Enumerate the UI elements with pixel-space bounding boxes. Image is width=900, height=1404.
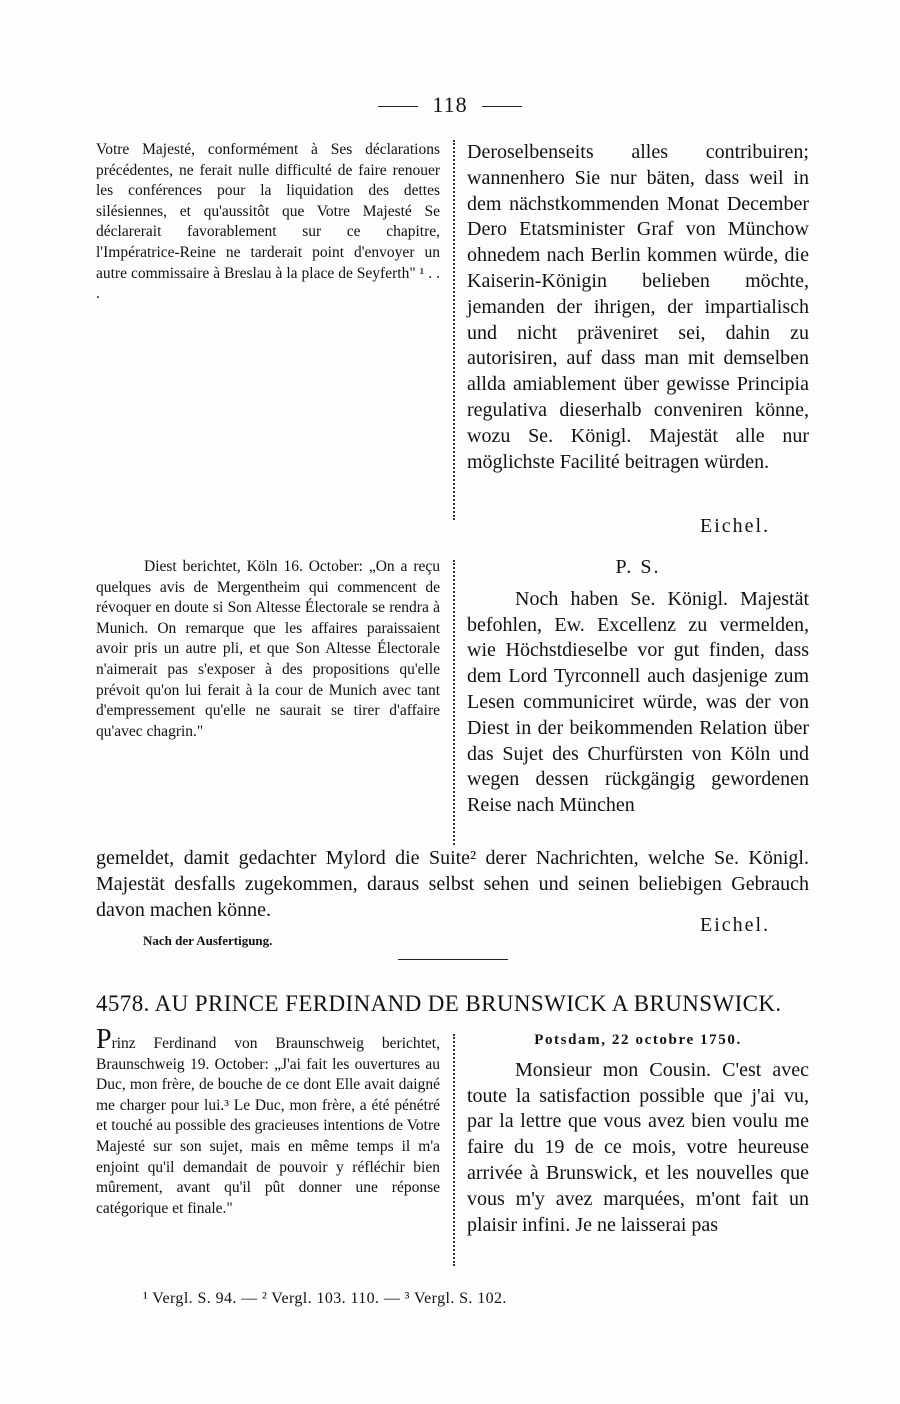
marginal-note-3 — [96, 1024, 440, 1219]
main-text-2: Noch haben Se. Königl. Majestät befohlen, Ew. Excellenz zu vermelden, wie Höchstdieselbe vor gut finden, dass dem Lord Tyrconnell auch dasjenige zum Lesen communiciret würde, was der von Diest in der beikommenden Relation über das Sujet des Churfürsten von Köln und wegen dessen rückgängig gewordenen Reise nach München — [467, 587, 809, 817]
column-divider-3 — [453, 1034, 455, 1266]
marginal-note-2: Diest berichtet, Köln 16. October: „On a reçu quelques avis de Mergentheim qui commencent de révoquer en doute si Son Altesse Électorale se rendra à Munich. On remarque que les affaires paraissaient avoir pris un autre pli, et que Son Altesse Électorale n'aimerait pas s'exposer à des propositions qu'elle prévoit qu'on lui ferait à la cour de Munich avec tant d'empressement qu'elle ne saurait se tirer d'affaire qu'avec chagrin." — [96, 558, 440, 740]
column-divider-1 — [453, 140, 455, 520]
marginal-note-1: Votre Majesté, conformément à Ses déclarations précédentes, ne ferait nulle difficulté de faire renouer les conférences pour la liquidation des dettes silésiennes, et qu'aussitôt que Votre Majesté Se déclarerait favorablement sur ce chapitre, l'Impératrice-Reine ne tarderait point d'envoyer un autre commissaire à Breslau à la place de Seyferth" ¹ . . . — [96, 141, 440, 303]
signature-2: Eichel. — [700, 914, 771, 936]
page-number-rule-left — [378, 106, 418, 107]
page-number-rule-right — [482, 106, 522, 107]
drop-initial: P — [96, 1024, 112, 1055]
letter-heading: 4578. AU PRINCE FERDINAND DE BRUNSWICK A BRUNSWICK. — [96, 991, 782, 1016]
main-text-2-continued: gemeldet, damit gedachter Mylord die Suite² derer Nachrichten, welche Se. Königl. Majestät desfalls zugekommen, daraus selbst sehen und seinen beliebigen Gebrauch davon machen könne. — [96, 847, 809, 921]
ps-label: P. S. — [615, 556, 661, 578]
footnotes: ¹ Vergl. S. 94. — ² Vergl. 103. 110. — ³ Vergl. S. 102. — [143, 1290, 507, 1307]
letter-text: Monsieur mon Cousin. C'est avec toute la satisfaction possible que j'ai vu, par la lettre que vous avez bien voulu me faire du 19 de ce mois, votre heureuse arrivée à Brunswick, et les nouvelles que vous m'y avez marquées, m'ont fait un plaisir infini. Je ne laisserai pas — [467, 1058, 809, 1236]
signature-1: Eichel. — [700, 515, 771, 537]
section-rule — [398, 959, 508, 960]
main-text-1: Deroselbenseits alles contribuiren; wannenhero Sie nur bäten, dass weil in dem nächstkommenden Monat December Dero Etatsminister Graf von Münchow ohnedem nach Berlin kommen würde, die Kaiserin-Königin belieben möchte, jemanden der ihrigen, der impartialisch und nicht präveniret sei, dahin zu autorisiren, auf dass man mit demselben allda amiablement über gewisse Principia regulativa dieserhalb conveniren könne, wozu Se. Königl. Majestät alle nur möglichste Facilité beitragen würden. — [467, 141, 809, 473]
column-divider-2 — [453, 560, 455, 845]
dateline: Potsdam, 22 octobre 1750. — [534, 1032, 742, 1048]
marginal-note-3-text: rinz Ferdinand von Braunschweig berichtet, Braunschweig 19. October: „J'ai fait les ouvertures au Duc, mon frère, de bouche de ce dont Elle avait daigné me charger pour lui.³ Le Duc, mon frère, a été pénétré et touché au possible des gracieuses intentions de Votre Majesté sur son sujet, mais en même temps il m'a enjoint qu'il demandait de pouvoir y réfléchir bien mûrement, avant qu'il pût donner une réponse catégorique et finale." — [96, 1035, 440, 1217]
page-number — [0, 92, 900, 118]
page-number-text: 118 — [432, 92, 468, 117]
source-note: Nach der Ausfertigung. — [143, 933, 273, 948]
